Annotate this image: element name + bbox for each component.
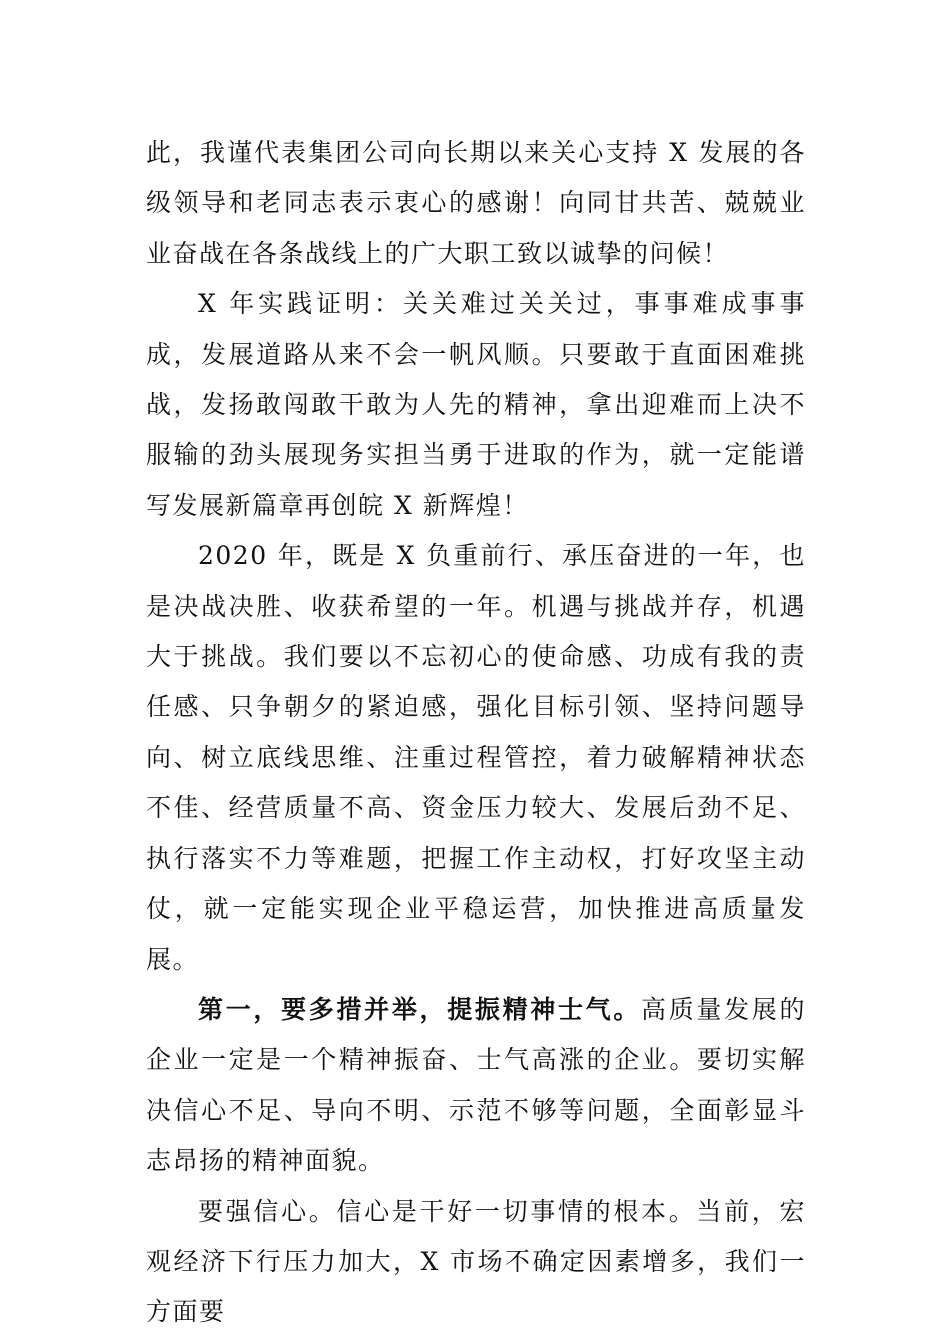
paragraph bbox=[146, 985, 806, 1187]
document-body bbox=[146, 128, 806, 1338]
paragraph-text: 2020 年，既是 X 负重前行、承压奋进的一年，也是决战决胜、收获希望的一年。机遇与挑战并存，机遇大于挑战。我们要以不忘初心的使命感、功成有我的责任感、只争朝夕的紧迫感，强化目标引领、坚持问题导向、树立底线思维、注重过程管控，着力破解精神状态不佳、经营质量不高、资金压力较大、发展后劲不足、执行落实不力等难题，把握工作主动权，打好攻坚主动仗，就一定能实现企业平稳运营，加快推进高质量发展。 bbox=[146, 541, 806, 974]
paragraph bbox=[146, 128, 806, 279]
paragraph bbox=[146, 531, 806, 985]
paragraph-heading: 第一，要多措并举，提振精神士气。 bbox=[198, 994, 642, 1024]
paragraph-text: 此，我谨代表集团公司向长期以来关心支持 X 发展的各级领导和老同志表示衷心的感谢！向同甘共苦、兢兢业业奋战在各条战线上的广大职工致以诚挚的问候！ bbox=[146, 138, 806, 268]
paragraph-text: 要强信心。信心是干好一切事情的根本。当前，宏观经济下行压力加大，X 市场不确定因素增多，我们一方面要 bbox=[146, 1196, 806, 1327]
paragraph-text: 高质量发展的企业一定是一个精神振奋、士气高涨的企业。要切实解决信心不足、导向不明、示范不够等问题，全面彰显斗志昂扬的精神面貌。 bbox=[146, 994, 806, 1176]
paragraph bbox=[146, 279, 806, 531]
paragraph-text: X 年实践证明：关关难过关关过，事事难成事事成，发展道路从来不会一帆风顺。只要敢于直面困难挑战，发扬敢闯敢干敢为人先的精神，拿出迎难而上决不服输的劲头展现务实担当勇于进取的作为，就一定能谱写发展新篇章再创皖 X 新辉煌！ bbox=[146, 289, 806, 520]
paragraph bbox=[146, 1187, 806, 1338]
